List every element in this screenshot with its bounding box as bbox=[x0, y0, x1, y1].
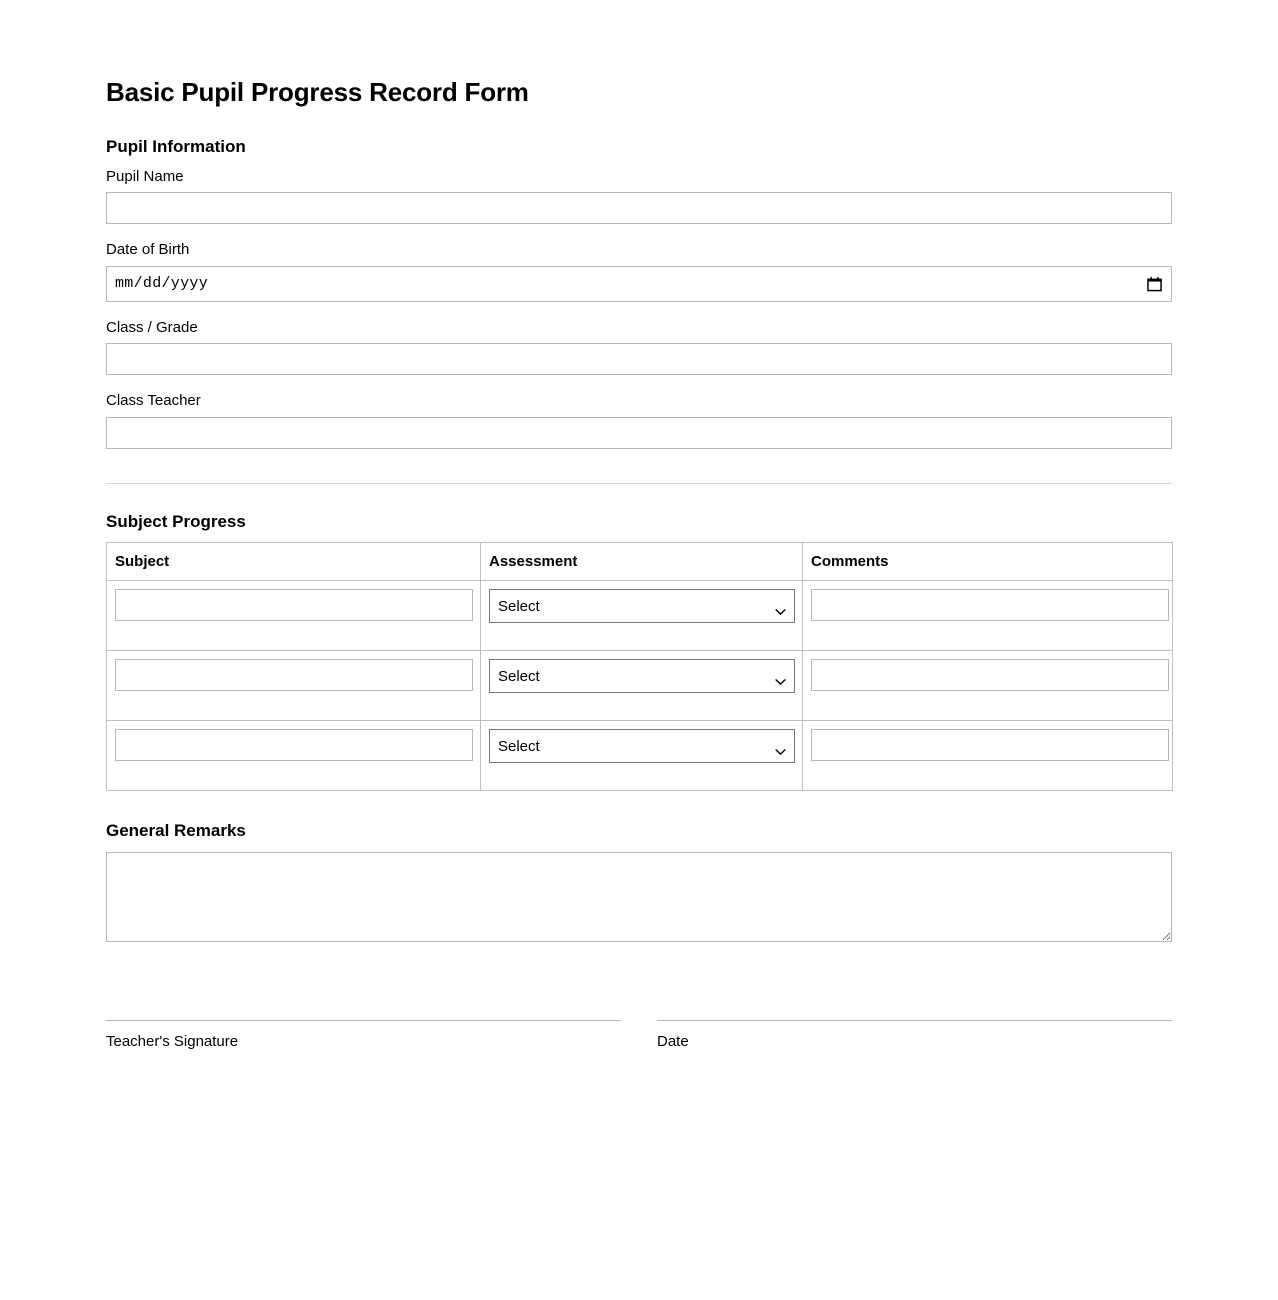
subject-progress-heading: Subject Progress bbox=[106, 511, 246, 531]
date-of-birth-input-wrapper bbox=[106, 266, 1172, 302]
field-date-of-birth bbox=[106, 240, 1172, 302]
assessment-select-wrapper-row-1 bbox=[489, 589, 795, 623]
assessment-select-row-2[interactable] bbox=[489, 659, 795, 693]
pupil-information-section bbox=[106, 137, 1172, 449]
teacher-signature-line bbox=[106, 1020, 621, 1021]
column-header-comments: Comments bbox=[803, 543, 1173, 581]
assessment-select-wrapper-row-3 bbox=[489, 729, 795, 763]
class-grade-input[interactable] bbox=[106, 343, 1172, 375]
table-header-row bbox=[107, 543, 1173, 581]
comments-input-row-3[interactable] bbox=[811, 729, 1169, 761]
subject-input-row-1[interactable] bbox=[115, 589, 473, 621]
class-teacher-input[interactable] bbox=[106, 417, 1172, 449]
table-row bbox=[107, 721, 1173, 791]
section-divider bbox=[106, 483, 1172, 484]
subject-progress-table bbox=[106, 542, 1173, 791]
assessment-select-row-1[interactable] bbox=[489, 589, 795, 623]
cell-subject bbox=[107, 721, 481, 791]
signature-area bbox=[106, 1020, 1172, 1052]
comments-input-row-1[interactable] bbox=[811, 589, 1169, 621]
pupil-name-input[interactable] bbox=[106, 192, 1172, 224]
assessment-select-wrapper-row-2 bbox=[489, 659, 795, 693]
cell-comments bbox=[803, 581, 1173, 651]
cell-subject bbox=[107, 581, 481, 651]
subject-input-row-3[interactable] bbox=[115, 729, 473, 761]
cell-assessment bbox=[481, 581, 803, 651]
comments-input-row-2[interactable] bbox=[811, 659, 1169, 691]
cell-subject bbox=[107, 651, 481, 721]
cell-assessment bbox=[481, 721, 803, 791]
column-header-assessment: Assessment bbox=[481, 543, 803, 581]
subject-progress-section bbox=[106, 512, 1172, 791]
field-class-grade bbox=[106, 318, 1172, 376]
cell-comments bbox=[803, 651, 1173, 721]
field-pupil-name bbox=[106, 167, 1172, 225]
date-of-birth-input[interactable] bbox=[106, 266, 1172, 302]
date-signature-label: Date bbox=[657, 1032, 689, 1050]
general-remarks-section bbox=[106, 821, 1172, 941]
page-title: Basic Pupil Progress Record Form bbox=[106, 77, 529, 107]
column-header-subject: Subject bbox=[107, 543, 481, 581]
table-head bbox=[107, 543, 1173, 581]
table-row bbox=[107, 581, 1173, 651]
subject-input-row-2[interactable] bbox=[115, 659, 473, 691]
table-row bbox=[107, 651, 1173, 721]
field-class-teacher bbox=[106, 391, 1172, 449]
teacher-signature-block bbox=[106, 1020, 621, 1052]
date-signature-block bbox=[657, 1020, 1172, 1052]
assessment-select-row-3[interactable] bbox=[489, 729, 795, 763]
cell-comments bbox=[803, 721, 1173, 791]
cell-assessment bbox=[481, 651, 803, 721]
class-teacher-label: Class Teacher bbox=[106, 392, 201, 410]
teacher-signature-label: Teacher's Signature bbox=[106, 1032, 239, 1050]
general-remarks-heading: General Remarks bbox=[106, 821, 246, 841]
pupil-information-heading: Pupil Information bbox=[106, 136, 246, 156]
general-remarks-textarea[interactable] bbox=[106, 852, 1172, 942]
class-grade-label: Class / Grade bbox=[106, 318, 198, 336]
table-body bbox=[107, 581, 1173, 791]
date-signature-line bbox=[657, 1020, 1172, 1021]
date-of-birth-label: Date of Birth bbox=[106, 241, 190, 259]
pupil-name-label: Pupil Name bbox=[106, 167, 184, 185]
